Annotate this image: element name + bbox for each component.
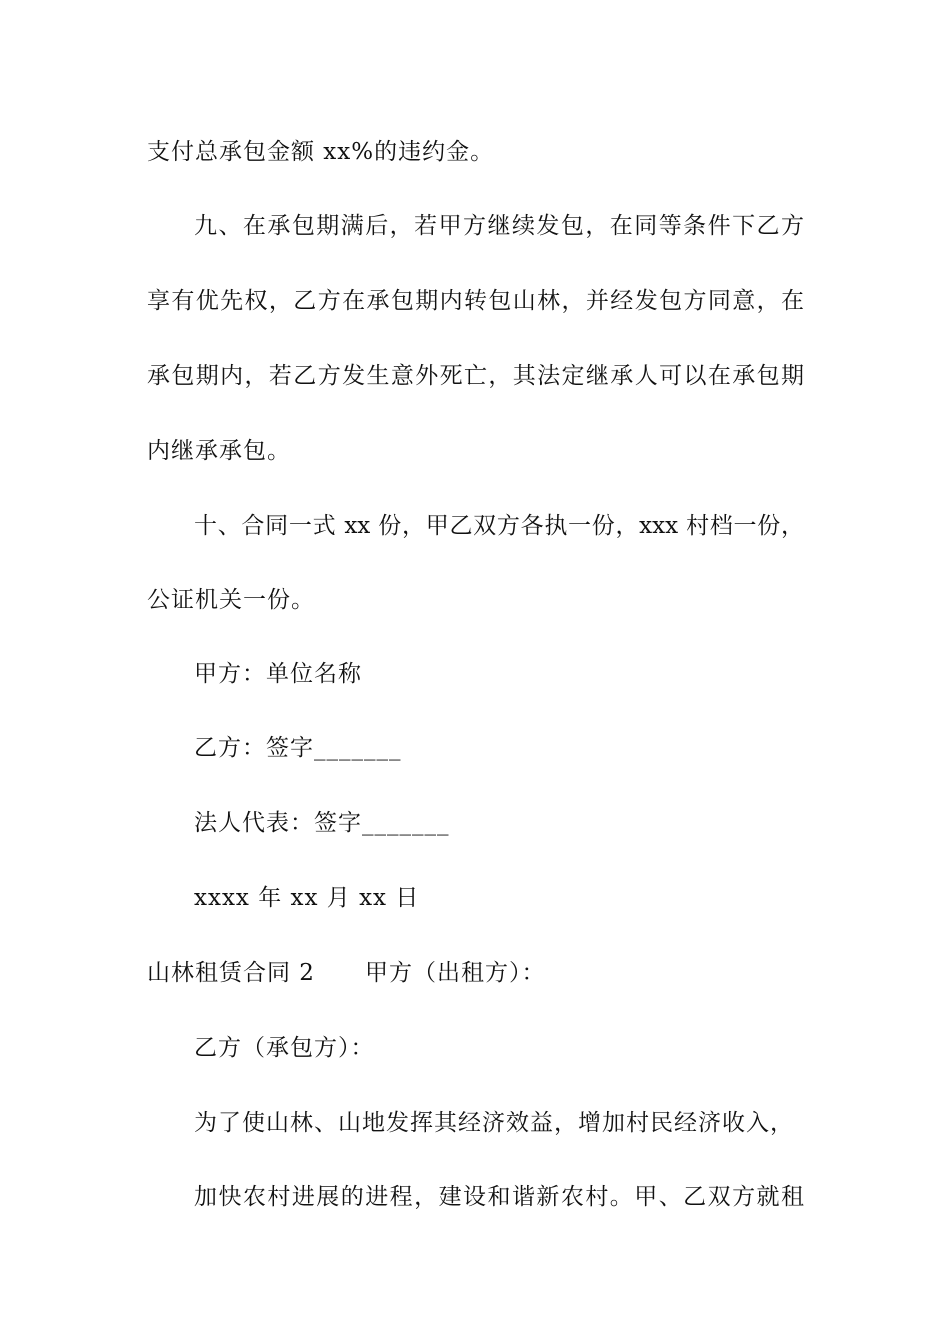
paragraph-line: 十、合同一式 xx 份，甲乙双方各执一份，xxx 村档一份， <box>194 513 804 539</box>
contract-heading-line <box>147 958 545 988</box>
paragraph-line: 为了使山林、山地发挥其经济效益，增加村民经济收入， <box>194 1110 794 1136</box>
party-a-label: 甲方（出租方）： <box>364 960 546 986</box>
legal-representative-signature-line: 法人代表：签字_______ <box>194 810 450 836</box>
paragraph-line: 公证机关一份。 <box>147 587 315 613</box>
party-b-label-line: 乙方（承包方）： <box>194 1035 375 1061</box>
party-b-signature-line: 乙方：签字_______ <box>194 735 402 761</box>
paragraph-line: 支付总承包金额 xx%的违约金。 <box>147 139 495 165</box>
paragraph-line: 九、在承包期满后，若甲方继续发包，在同等条件下乙方 <box>194 213 804 239</box>
date-line: xxxx 年 xx 月 xx 日 <box>194 885 420 911</box>
paragraph-line: 内继承承包。 <box>147 438 291 464</box>
party-a-line: 甲方：单位名称 <box>194 661 362 687</box>
paragraph-line: 承包期内，若乙方发生意外死亡，其法定继承人可以在承包期 <box>147 363 804 389</box>
contract-title: 山林租赁合同 2 <box>147 960 315 986</box>
paragraph-line: 加快农村进展的进程，建设和谐新农村。甲、乙双方就租 <box>194 1184 804 1210</box>
paragraph-line: 享有优先权，乙方在承包期内转包山林，并经发包方同意，在 <box>147 288 804 314</box>
